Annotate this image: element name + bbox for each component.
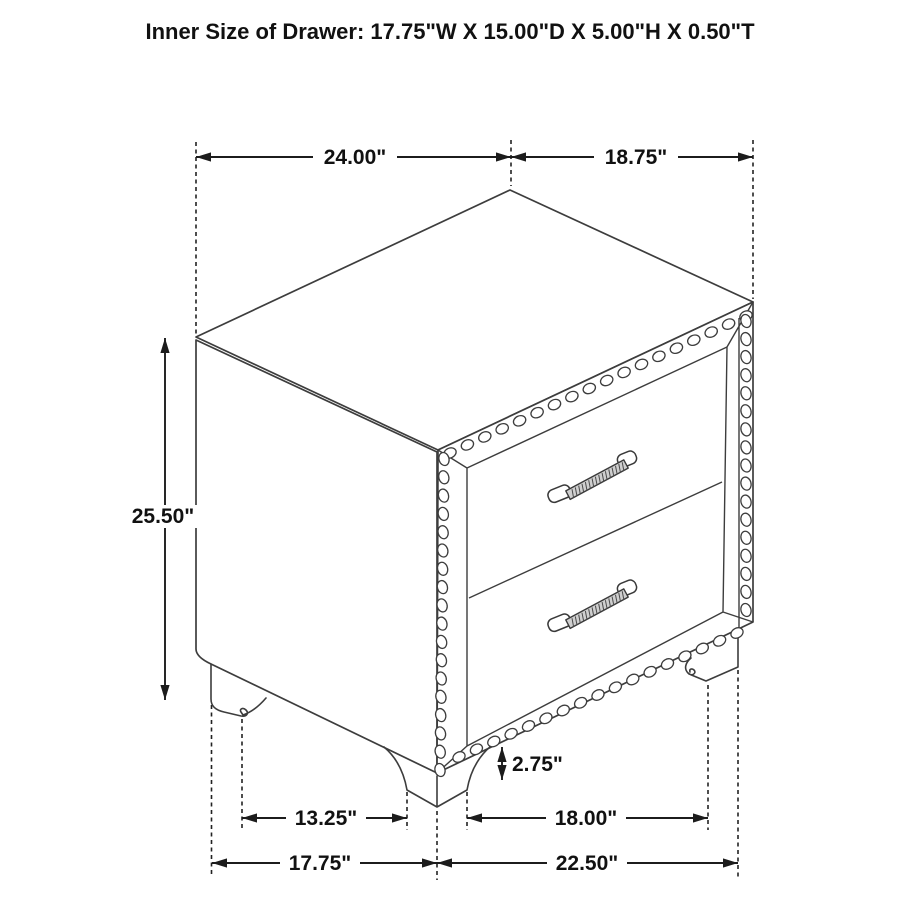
dim-label-leg-height: 2.75": [512, 753, 563, 776]
dim-label-overall-height: 25.50": [131, 505, 195, 528]
arrowhead-left-icon: [467, 813, 482, 822]
arrowhead-up-icon: [497, 747, 506, 762]
arrowhead-left-icon: [196, 152, 211, 161]
dim-base-width: [212, 852, 437, 875]
dim-top-width: [196, 146, 511, 169]
dim-label-side-leg-span: 18.00": [554, 807, 618, 830]
dim-top-depth: [511, 146, 753, 169]
arrowhead-left-icon: [212, 858, 227, 867]
dim-label-top-depth: 18.75": [604, 146, 668, 169]
dim-base-depth: [437, 852, 738, 875]
arrowhead-left-icon: [511, 152, 526, 161]
arrowhead-right-icon: [723, 858, 738, 867]
arrowhead-up-icon: [160, 338, 169, 353]
arrowhead-right-icon: [496, 152, 511, 161]
dim-leg-height: [497, 747, 562, 780]
arrowhead-down-icon: [160, 685, 169, 700]
arrowhead-right-icon: [738, 152, 753, 161]
dim-overall-height: [121, 338, 205, 700]
arrowhead-left-icon: [242, 813, 257, 822]
arrowhead-right-icon: [693, 813, 708, 822]
dim-front-leg-span: [242, 807, 407, 830]
arrowhead-down-icon: [497, 765, 506, 780]
arrowhead-right-icon: [392, 813, 407, 822]
dim-label-base-depth: 22.50": [555, 852, 619, 875]
page-title: Inner Size of Drawer: 17.75"W X 15.00"D X 5.00"H X 0.50"T: [145, 19, 755, 44]
dim-label-base-width: 17.75": [288, 852, 352, 875]
dim-label-top-width: 24.00": [323, 146, 387, 169]
dim-label-front-leg-span: 13.25": [294, 807, 358, 830]
arrowhead-right-icon: [422, 858, 437, 867]
dim-side-leg-span: [467, 807, 708, 830]
arrowhead-left-icon: [437, 858, 452, 867]
nightstand-drawing: [196, 190, 754, 807]
